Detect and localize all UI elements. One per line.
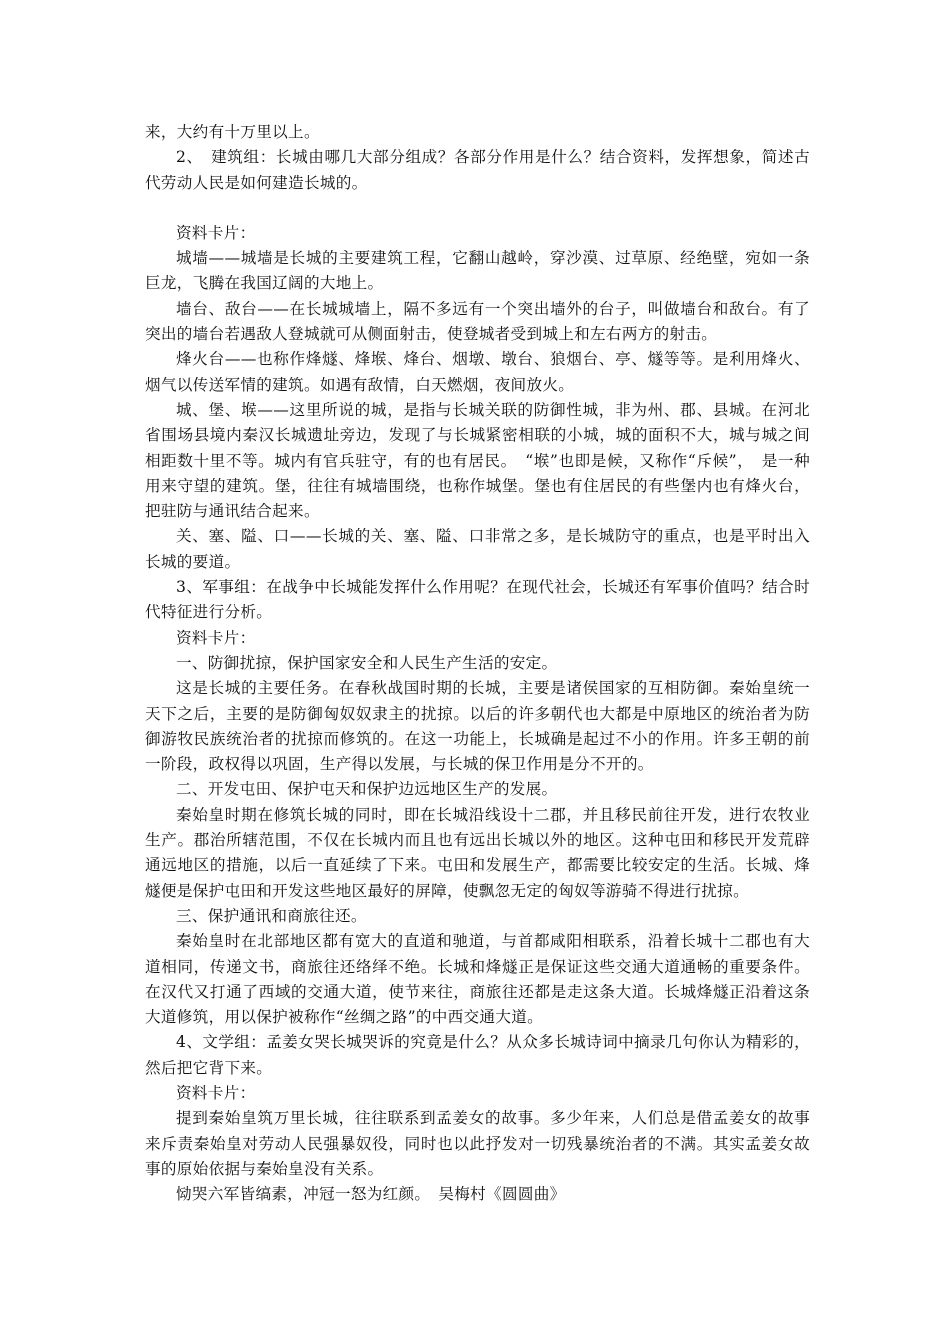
paragraph: 这是长城的主要任务。在春秋战国时期的长城，主要是诸侯国家的互相防御。秦始皇统一天下之后，主要的是防御匈奴奴隶主的扰掠。以后的许多朝代也大都是中原地区的统治者为防御游牧民族统治者的扰掠而修筑的。在这一功能上，长城确是起过不小的作用。许多王朝的前一阶段，政权得以巩固，生产得以发展，与长城的保卫作用是分不开的。 <box>145 679 810 774</box>
paragraph: 4、文学组：孟姜女哭长城哭诉的究竟是什么？从众多长城诗词中摘录几句你认为精彩的，然后把它背下来。 <box>145 1033 810 1077</box>
paragraph: 关、塞、隘、口——长城的关、塞、隘、口非常之多，是长城防守的重点，也是平时出入长城的要道。 <box>145 527 810 571</box>
paragraph: 一、防御扰掠，保护国家安全和人民生产生活的安定。 <box>176 653 558 672</box>
paragraph: 三、保护通讯和商旅往还。 <box>176 906 367 925</box>
document-body <box>145 120 810 1207</box>
paragraph: 墙台、敌台——在长城城墙上，隔不多远有一个突出墙外的台子，叫做墙台和敌台。有了突出的墙台若遇敌人登城就可从侧面射击，使登城者受到城上和左右两方的射击。 <box>145 299 810 344</box>
paragraph: 二、开发屯田、保护屯天和保护边远地区生产的发展。 <box>176 780 558 799</box>
section-heading: 资料卡片： <box>176 223 256 242</box>
paragraph: 城墙——城墙是长城的主要建筑工程，它翻山越岭，穿沙漠、过草原、经绝壁，宛如一条巨龙，飞腾在我国辽阔的大地上。 <box>145 249 810 293</box>
section-heading: 资料卡片： <box>176 1083 256 1102</box>
paragraph: 2、 建筑组：长城由哪几大部分组成？各部分作用是什么？结合资料，发挥想象，简述古代劳动人民是如何建造长城的。 <box>145 148 810 192</box>
paragraph: 秦始皇时在北部地区都有宽大的直道和驰道，与首都咸阳相联系，沿着长城十二郡也有大道相同，传递文书，商旅往还络绎不绝。长城和烽燧正是保证这些交通大道通畅的重要条件。在汉代又打通了西域的交通大道，使节来往，商旅往还都是走这条大道。长城烽燧正沿着这条大道修筑，用以保护被称作“丝绸之路”的中西交通大道。 <box>145 932 810 1027</box>
paragraph: 秦始皇时期在修筑长城的同时，即在长城沿线设十二郡，并且移民前往开发，进行农牧业生产。郡治所辖范围，不仅在长城内而且也有远出长城以外的地区。这种屯田和移民开发荒辟通远地区的措施，以后一直延续了下来。屯田和发展生产，都需要比较安定的生活。长城、烽燧便是保护屯田和开发这些地区最好的屏障，使飘忽无定的匈奴等游骑不得进行扰掠。 <box>145 805 810 900</box>
blank-line <box>145 196 810 221</box>
section-heading: 资料卡片： <box>176 628 256 647</box>
paragraph: 烽火台——也称作烽燧、烽堠、烽台、烟墩、墩台、狼烟台、亭、燧等等。是利用烽火、烟气以传送军情的建筑。如遇有敌情，白天燃烟，夜间放火。 <box>145 350 810 394</box>
paragraph: 来，大约有十万里以上。 <box>145 123 320 141</box>
paragraph: 提到秦始皇筑万里长城，往往联系到孟姜女的故事。多少年来，人们总是借孟姜女的故事来斥责秦始皇对劳动人民强暴奴役，同时也以此抒发对一切残暴统治者的不满。其实孟姜女故事的原始依据与秦始皇没有关系。 <box>145 1109 810 1178</box>
paragraph: 恸哭六军皆缟素，冲冠一怒为红颜。 吴梅村《圆圆曲》 <box>176 1185 566 1204</box>
paragraph: 3、军事组：在战争中长城能发挥什么作用呢？在现代社会，长城还有军事价值吗？结合时代特征进行分析。 <box>145 578 810 622</box>
paragraph: 城、堡、堠——这里所说的城，是指与长城关联的防御性城，非为州、郡、县城。在河北省围场县境内秦汉长城遗址旁边，发现了与长城紧密相联的小城，城的面积不大，城与城之间相距数十里不等。城内有官兵驻守，有的也有居民。 “堠”也即是候，又称作“斥候”， 是一种用来守望的建筑。堡，往往有城墙围绕，也称作城堡。堡也有住居民的有些堡内也有烽火台，把驻防与通讯结合起来。 <box>145 400 810 521</box>
